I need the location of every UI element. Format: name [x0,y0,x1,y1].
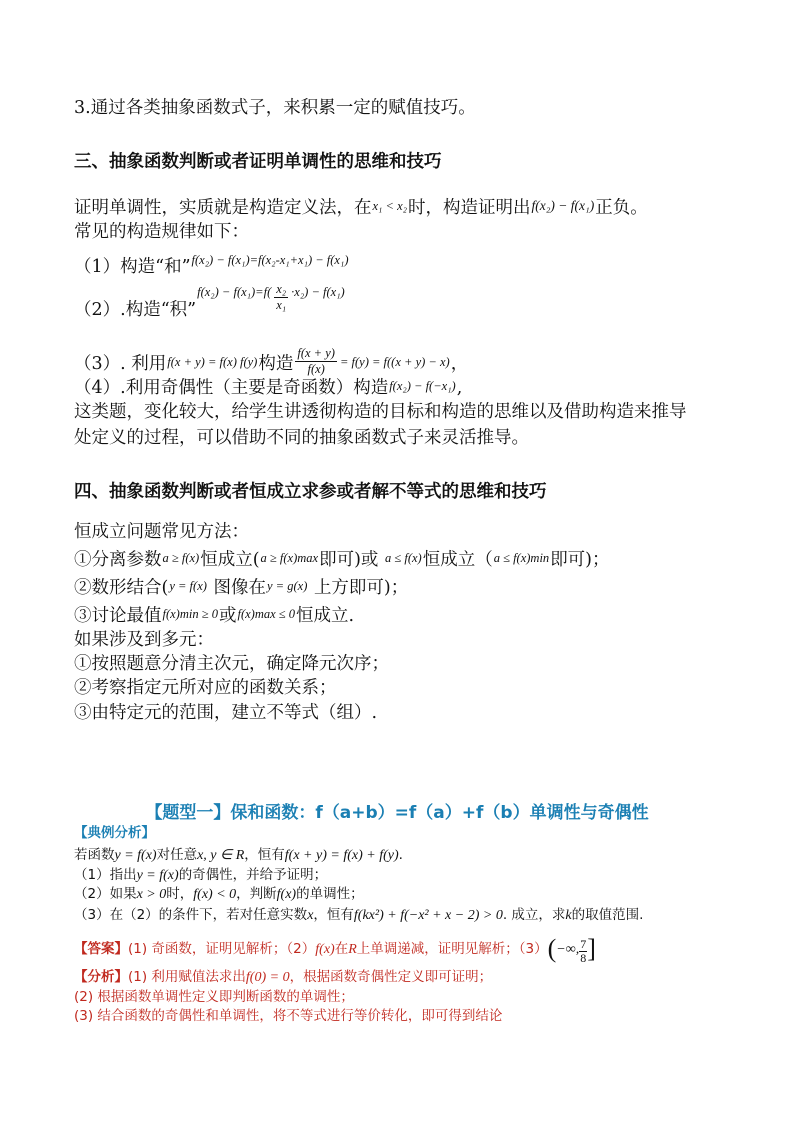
method-3: ③讨论最值f(x)min ≥ 0或f(x)max ≤ 0恒成立. [74,606,355,626]
construct-1: （1）构造“和”f(x₂) − f(x₁)=f(x₂-x₁+x₁) − f(x₁) [74,253,349,277]
example-q3: （3）在（2）的条件下，若对任意实数x，恒有f(kx²) + f(−x² + x − 2) > 0. 成立，求k的取值范围. [74,907,644,923]
paragraph-monotonic-1: 证明单调性，实质就是构造定义法，在x₁ < x₂时，构造证明出f(x₂) − f(x₁)正负。 [74,198,648,218]
type-one-title: 【题型一】保和函数：f（a+b）=f（a）+f（b）单调性与奇偶性 [145,803,649,823]
always-holds-intro: 恒成立问题常见方法： [74,522,249,542]
analysis-3: (3) 结合函数的奇偶性和单调性，将不等式进行等价转化，即可得到结论 [74,1008,503,1024]
example-q2: （2）如果x > 0时，f(x) < 0，判断f(x)的单调性； [74,886,364,902]
example-q1: （1）指出y = f(x)的奇偶性，并给予证明； [74,867,328,883]
section-3-heading: 三、抽象函数判断或者证明单调性的思维和技巧 [74,152,442,172]
example-label: 【典例分析】 [74,825,155,841]
multivariate-2: ②考察指定元所对应的函数关系； [74,678,337,698]
paragraph-monotonic-2: 常见的构造规律如下： [74,222,249,242]
multivariate-3: ③由特定元的范围，建立不等式（组）. [74,703,378,723]
analysis-1: 【分析】(1) 利用赋值法求出f(0) = 0，根据函数奇偶性定义即可证明； [74,969,493,985]
method-2: ②数形结合(y = f(x) 图像在y = g(x) 上方即可)； [74,578,409,598]
example-statement: 若函数y = f(x)对任意x, y ∈ R，恒有f(x + y) = f(x) + f(y). [74,847,403,863]
point-3: 3.通过各类抽象函数式子，来积累一定的赋值技巧。 [74,98,476,118]
construct-3: （3）. 利用f(x + y) = f(x) f(y)构造 $\frac{f(x + y)}{f(x)}$ = f(y) = f((x + y) − x)， [74,346,469,376]
paragraph-construct-2: 处定义的过程，可以借助不同的抽象函数式子来灵活推导。 [74,428,529,448]
construct-2: （2）.构造“积”f(x₂) − f(x₁)=f( $\frac{\text{x₂}}{\text{x₁}}$ ·x₂) − f(x₁) [74,282,345,320]
multivariate-1: ①按照题意分清主次元，确定降元次序； [74,654,389,674]
paragraph-construct-1: 这类题，变化较大，给学生讲透彻构造的目标和构造的思维以及借助构造来推导 [74,402,687,422]
section-4-heading: 四、抽象函数判断或者恒成立求参或者解不等式的思维和技巧 [74,482,547,502]
answer: 【答案】(1) 奇函数，证明见解析；（2）f(x)在R上单调递减，证明见解析；（3）(−∞, $\frac{7}{8}$] [74,934,596,965]
method-1: ①分离参数a ≥ f(x)恒成立(a ≥ f(x)max即可)或 a ≤ f(x)恒成立（a ≤ f(x)min即可)； [74,550,610,570]
construct-4: （4）.利用奇偶性（主要是奇函数）构造f(x₂) − f(−x₁), [74,378,463,398]
multivariate-intro: 如果涉及到多元： [74,630,214,650]
analysis-2: (2) 根据函数单调性定义即判断函数的单调性； [74,989,354,1005]
